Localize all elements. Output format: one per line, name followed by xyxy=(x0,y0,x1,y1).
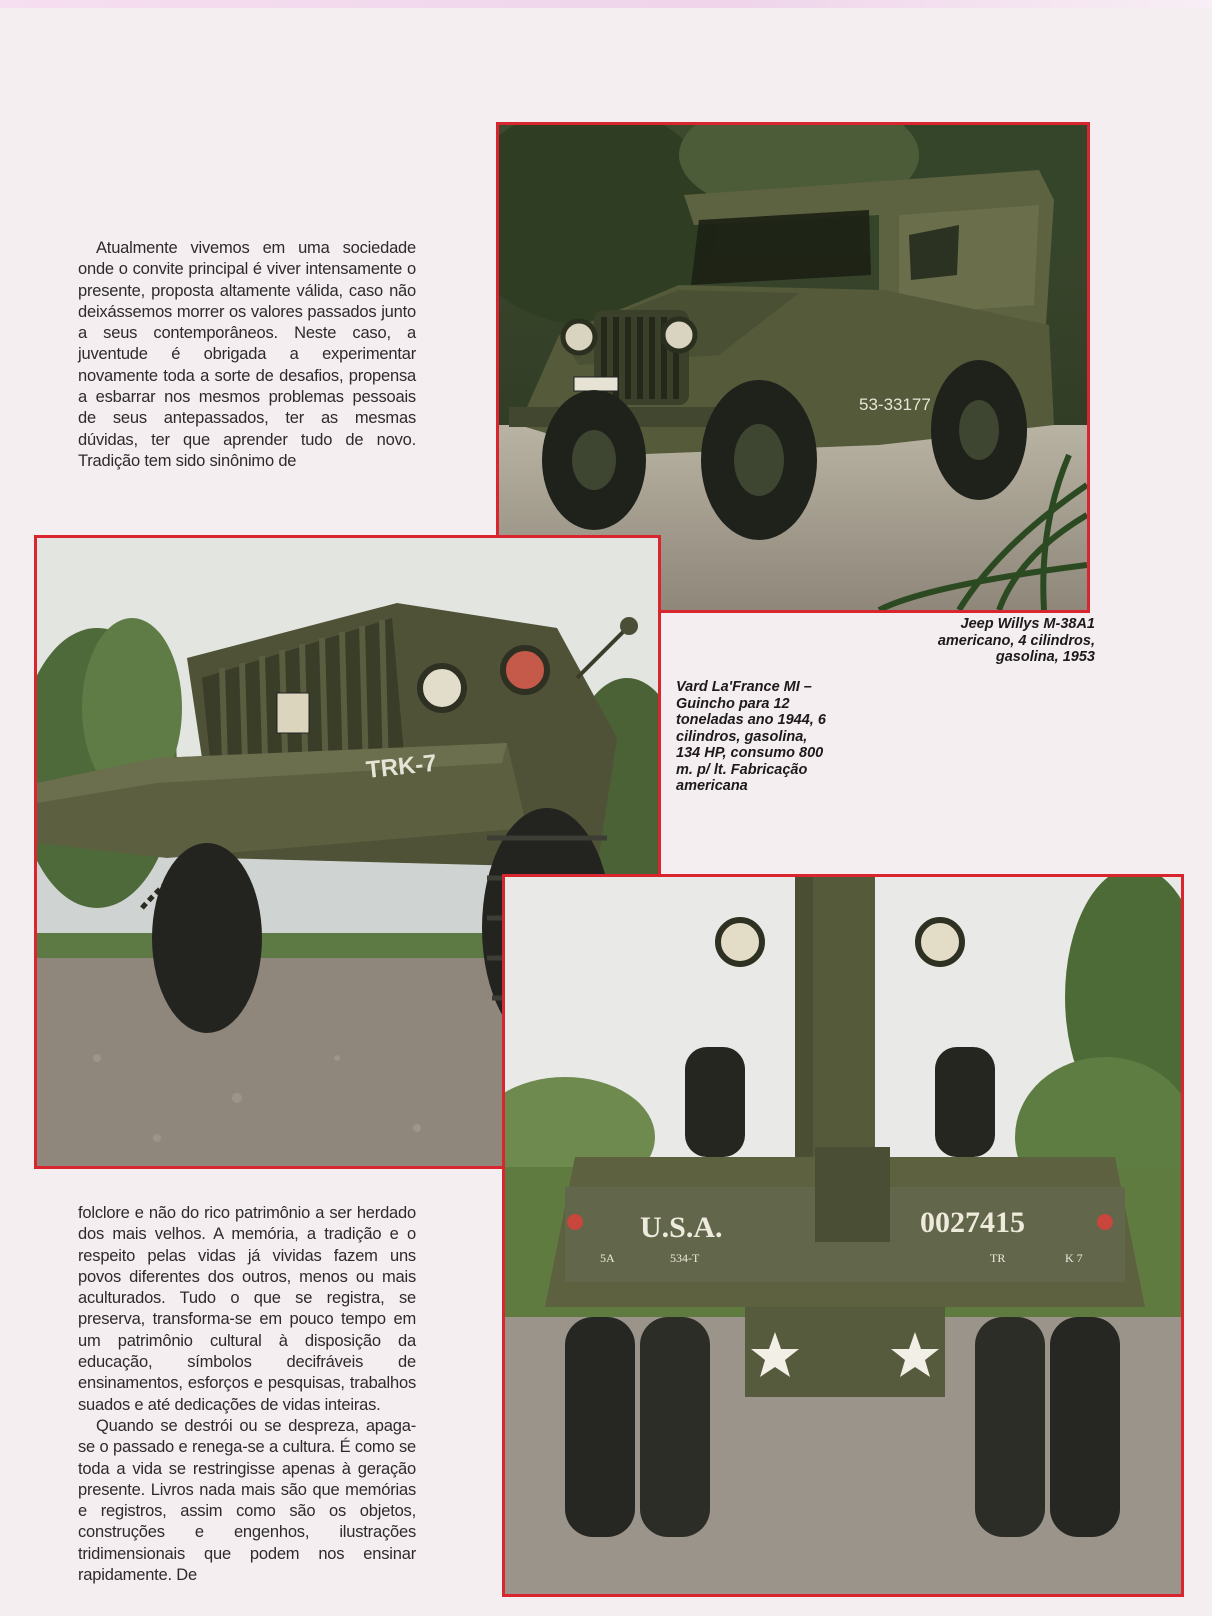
wrecker-unit-left: 5A xyxy=(600,1251,615,1265)
truck-caption: Vard La'France MI – Guincho para 12 toneladas ano 1944, 6 cilindros, gasolina, 134 HP, consumo 800 m. p/ lt. Fabricação americana xyxy=(676,679,826,794)
wrecker-unit-right-b: K 7 xyxy=(1065,1251,1083,1265)
wrecker-rear-photo xyxy=(502,874,1184,1597)
wrecker-photo-illustration xyxy=(505,877,1181,1594)
wrecker-unit-right-a: TR xyxy=(990,1251,1006,1265)
wrecker-unit-mid: 534-T xyxy=(670,1251,700,1265)
wrecker-number-marking: 0027415 xyxy=(920,1206,1025,1239)
article-text-top xyxy=(78,238,416,472)
article-paragraph-1-continued: folclore e não do rico patrimônio a ser herdado dos mais velhos. A memória, a tradição e o respeito pelas vidas já vividas fazem uns povos diferentes dos outros, menos ou mais aculturados. Tudo o que se registra, se preserva, transforma-se em pouco tempo em um patrimônio cultural à disposição da educação, símbolos decifráveis de ensinamentos, esforços e pesquisas, trabalhos suados e até dedicações de vidas inteiras. xyxy=(78,1204,416,1414)
wrecker-country-marking: U.S.A. xyxy=(640,1211,723,1244)
page-top-strip xyxy=(0,0,1212,8)
article-text-bottom xyxy=(78,1203,416,1586)
truck-bumper-code: TRK-7 xyxy=(364,749,438,784)
article-paragraph-1: Atualmente vivemos em uma sociedade onde o convite principal é viver intensamente o presente, proposta altamente válida, caso não deixássemos morrer os valores passados junto a seus contemporâneos. Neste caso, a juventude é obrigada a experimentar novamente toda a sorte de desafios, propensa a esbarrar nos mesmos problemas pessoais de seus antepassados, ter as mesmas dúvidas, ter que aprender tudo de novo. Tradição tem sido sinônimo de xyxy=(78,239,416,470)
jeep-caption: Jeep Willys M-38A1 americano, 4 cilindros, gasolina, 1953 xyxy=(937,616,1095,665)
jeep-hood-number: 53-33177 xyxy=(859,395,931,414)
article-paragraph-2: Quando se destrói ou se despreza, apaga-se o passado e renega-se a cultura. É como se toda a vida se restringisse apenas à geração presente. Livros nada mais são que memórias e registros, assim como são os objetos, construções e engenhos, ilustrações tridimensionais que podem nos ensinar rapidamente. De xyxy=(78,1416,416,1585)
